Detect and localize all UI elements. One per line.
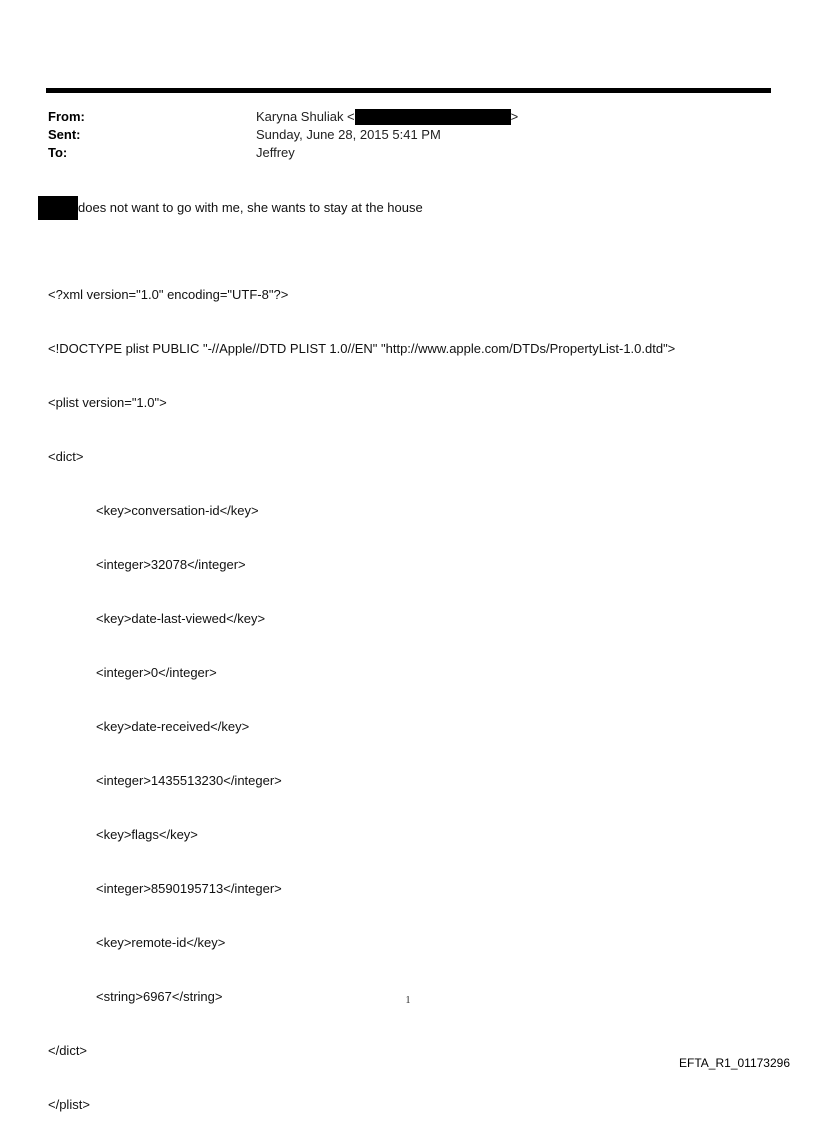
xml-value: <integer>1435513230</integer> — [96, 773, 282, 788]
xml-value: <string>6967</string> — [96, 989, 223, 1004]
xml-key: <key>conversation-id</key> — [96, 503, 259, 518]
xml-dict-close: </dict> — [48, 1043, 88, 1058]
xml-dict-open: <dict> — [48, 449, 84, 464]
xml-key: <key>flags</key> — [96, 827, 198, 842]
xml-plist-open: <plist version="1.0"> — [48, 395, 167, 410]
sent-value: Sunday, June 28, 2015 5:41 PM — [256, 127, 441, 142]
message-body — [38, 196, 423, 220]
xml-value: <integer>0</integer> — [96, 665, 217, 680]
xml-key: <key>date-received</key> — [96, 719, 250, 734]
to-value: Jeffrey — [256, 145, 295, 160]
xml-declaration: <?xml version="1.0" encoding="UTF-8"?> — [48, 287, 289, 302]
header-divider — [46, 88, 771, 93]
from-value — [256, 108, 518, 126]
xml-doctype: <!DOCTYPE plist PUBLIC "-//Apple//DTD PLIST 1.0//EN" "http://www.apple.com/DTDs/PropertyList-1.0.dtd"> — [48, 341, 676, 356]
sender-email-close: > — [510, 109, 519, 124]
xml-plist-close: </plist> — [48, 1097, 90, 1112]
from-label: From: — [48, 109, 85, 124]
redacted-name — [38, 196, 78, 220]
sent-row — [48, 126, 748, 144]
message-text: does not want to go with me, she wants to stay at the house — [78, 200, 423, 215]
sender-name: Karyna Shuliak < — [256, 109, 355, 124]
xml-value: <integer>8590195713</integer> — [96, 881, 282, 896]
page-number: 1 — [405, 995, 411, 1006]
bates-number: EFTA_R1_01173296 — [679, 1056, 790, 1070]
xml-value: <integer>32078</integer> — [96, 557, 246, 572]
to-label: To: — [48, 145, 68, 160]
xml-key: <key>remote-id</key> — [96, 935, 226, 950]
sent-label: Sent: — [48, 127, 81, 142]
xml-key: <key>date-last-viewed</key> — [96, 611, 266, 626]
from-row — [48, 108, 748, 126]
to-row — [48, 144, 748, 162]
redacted-email — [355, 109, 511, 125]
email-header — [48, 108, 748, 162]
